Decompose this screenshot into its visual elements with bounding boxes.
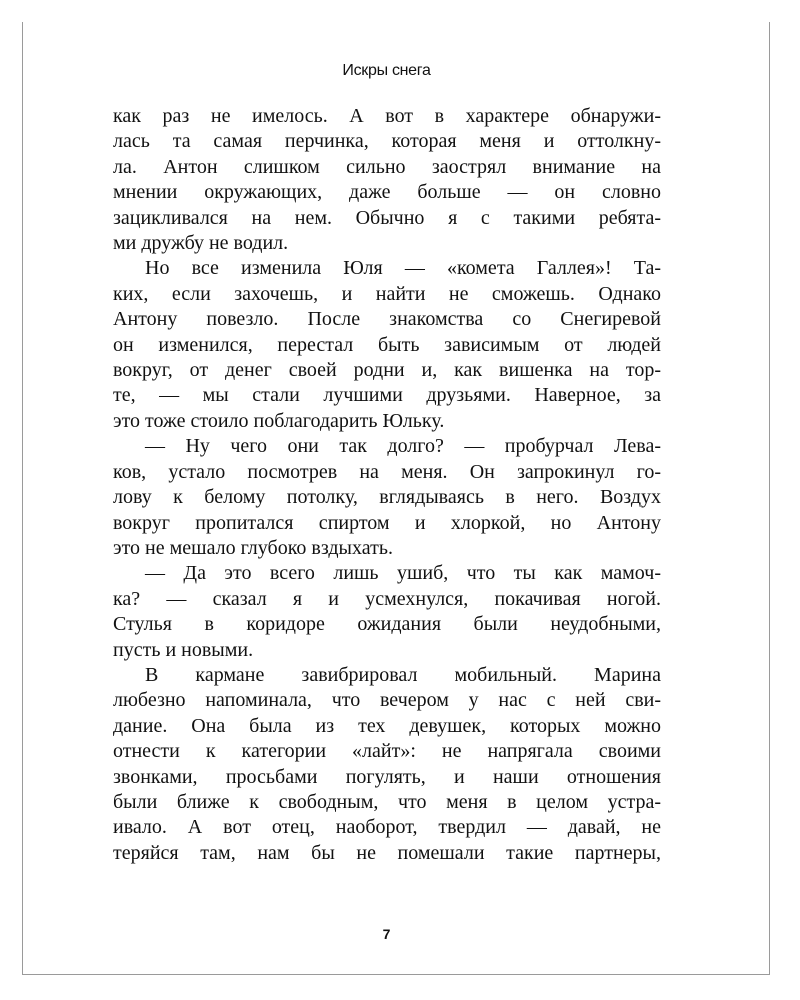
text-line: Стулья в коридоре ожидания были неудобными,: [113, 613, 661, 636]
page-number: 7: [382, 926, 391, 942]
text-line: вокруг, от денег своей родни и, как вишенка на тор-: [113, 359, 661, 382]
text-line: Антону повезло. После знакомства со Снегиревой: [113, 308, 661, 331]
text-line: теряйся там, нам бы не помешали такие партнеры,: [113, 841, 661, 864]
body-text: [113, 104, 661, 866]
running-header: Искры снега: [342, 62, 431, 79]
text-line: Но все изменила Юля — «комета Галлея»! Та-: [145, 257, 661, 280]
text-line: любезно напоминала, что вечером у нас с ней сви-: [113, 689, 661, 712]
text-line: мнении окружающих, даже больше — он словно: [113, 181, 661, 204]
text-line: лову к белому потолку, вглядываясь в него. Воздух: [113, 486, 661, 509]
text-line: В кармане завибрировал мобильный. Марина: [145, 663, 661, 686]
text-line: звонками, просьбами погулять, и наши отношения: [113, 765, 661, 788]
text-line: это не мешало глубоко вздыхать.: [113, 536, 393, 559]
text-line: зацикливался на нем. Обычно я с такими ребята-: [113, 206, 661, 229]
text-line: ми дружбу не водил.: [113, 232, 289, 255]
text-line: ких, если захочешь, и найти не сможешь. Однако: [113, 282, 661, 305]
text-line: были ближе к свободным, что меня в целом устра-: [113, 790, 661, 813]
text-line: отнести к категории «лайт»: не напрягала своими: [113, 740, 661, 763]
text-line: ла. Антон слишком сильно заострял внимание на: [113, 155, 661, 178]
text-line: — Ну чего они так долго? — пробурчал Лева-: [145, 435, 661, 458]
text-line: лась та самая перчинка, которая меня и оттолкну-: [113, 130, 661, 153]
text-line: — Да это всего лишь ушиб, что ты как мамоч-: [145, 562, 661, 585]
text-line: дание. Она была из тех девушек, которых можно: [113, 714, 661, 737]
page-left-edge: [22, 22, 23, 975]
text-line: как раз не имелось. А вот в характере обнаружи-: [113, 105, 661, 127]
text-line: ка? — сказал я и усмехнулся, покачивая ногой.: [113, 587, 661, 610]
text-line: это тоже стоило поблагодарить Юльку.: [113, 409, 445, 432]
text-line: ков, устало посмотрев на меня. Он запрокинул го-: [113, 460, 661, 483]
text-line: вокруг пропитался спиртом и хлоркой, но Антону: [113, 511, 661, 534]
text-line: он изменился, перестал быть зависимым от людей: [113, 333, 661, 356]
text-line: те, — мы стали лучшими друзьями. Наверное, за: [113, 384, 661, 407]
text-line: пусть и новыми.: [113, 638, 254, 661]
text-line: ивало. А вот отец, наоборот, твердил — давай, не: [113, 816, 661, 839]
